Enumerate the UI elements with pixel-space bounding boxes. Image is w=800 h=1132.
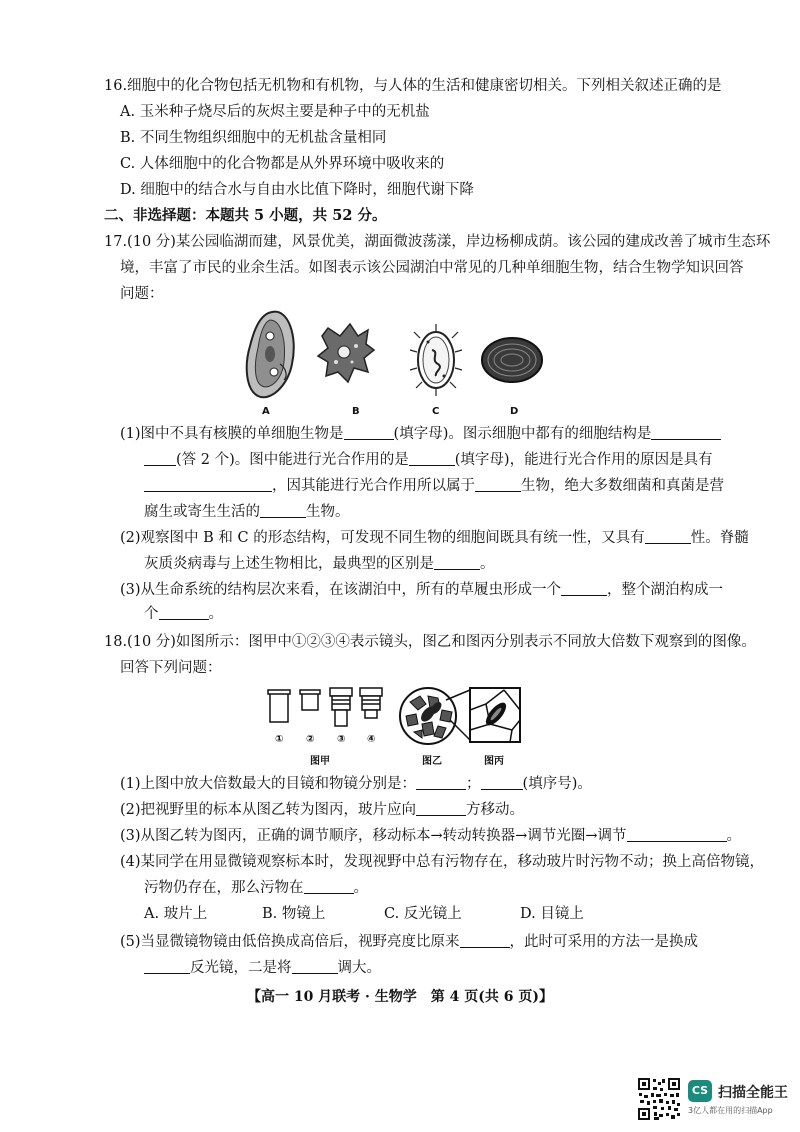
figure-caption-yi: 图乙	[422, 756, 442, 767]
answer-blank	[292, 958, 338, 974]
answer-blank	[434, 554, 480, 570]
organism-a-paramecium	[247, 312, 294, 398]
lens-2-icon	[300, 690, 320, 710]
q18-part4-option-b: B. 物镜上	[262, 906, 326, 922]
q17-stem-line1: 17.(10 分)某公园临湖而建，风景优美，湖面微波荡漾，岸边杨柳成荫。该公园的建成改善了城市生态环	[104, 234, 771, 250]
q17-part3-line1: (3)从生命系统的结构层次来看，在该湖泊中，所有的草履虫形成一个 ，整个湖泊构成一	[120, 582, 724, 598]
organism-d-alga	[482, 338, 542, 382]
lens-3-icon	[330, 688, 352, 726]
q17-part1-line1: (1)图中不具有核膜的单细胞生物是 (填字母)。图示细胞中都有的细胞结构是	[120, 424, 721, 444]
answer-blank	[304, 878, 354, 894]
microscope-figure	[264, 680, 534, 750]
lens-number-1: ①	[275, 734, 284, 745]
answer-blank	[460, 932, 510, 948]
q18-part4-line1: (4)某同学在用显微镜观察标本时，发现视野中总有污物存在，移动玻片时污物不动；换上高倍物镜，	[120, 854, 765, 870]
brand-name: 扫描全能王	[718, 1085, 788, 1101]
q18-part5-line1: (5)当显微镜物镜由低倍换成高倍后，视野亮度比原来 ，此时可采用的方法一是换成	[120, 934, 699, 950]
q17-part2-line1: (2)观察图中 B 和 C 的形态结构，可发现不同生物的细胞间既具有统一性，又具有 性。脊髓	[120, 530, 749, 546]
answer-blank	[344, 424, 394, 440]
lens-number-3: ③	[337, 734, 346, 745]
answer-blank	[144, 958, 190, 974]
answer-blank	[475, 476, 521, 492]
organism-c-bacterium	[410, 324, 462, 396]
qr-code-icon	[637, 1077, 681, 1121]
q17-part2-line2: 灰质炎病毒与上述生物相比，最典型的区别是 。	[144, 556, 495, 572]
q18-stem-line1: 18.(10 分)如图所示：图甲中①②③④表示镜头，图乙和图丙分别表示不同放大倍数下观察到的图像。	[104, 634, 756, 650]
q18-part1: (1)上图中放大倍数最大的目镜和物镜分别是： ； (填序号)。	[120, 776, 592, 792]
q17-part1-line4: 腐生或寄生生活的 生物。	[144, 504, 350, 520]
answer-blank	[144, 450, 176, 466]
q18-part3: (3)从图乙转为图丙，正确的调节顺序，移动标本→转动转换器→调节光圈→调节 。	[120, 828, 741, 844]
organism-label-b: B	[352, 406, 360, 417]
answer-blank	[645, 528, 691, 544]
answer-blank	[409, 450, 455, 466]
field-view-bing	[470, 688, 520, 742]
page-footer: 【高一 10 月联考 · 生物学 第 4 页(共 6 页)】	[246, 989, 554, 1005]
answer-blank	[481, 774, 523, 790]
q16-option-c: C. 人体细胞中的化合物都是从外界环境中吸收来的	[120, 156, 445, 172]
organism-b-amoeba	[318, 324, 374, 382]
q18-part5-line2: 反光镜，二是将 调大。	[144, 958, 381, 978]
brand-tagline: 3亿人都在用的扫描App	[688, 1106, 773, 1115]
q17-stem-line2: 境，丰富了市民的业余生活。如图表示该公园湖泊中常见的几种单细胞生物，结合生物学知识回答	[120, 260, 744, 276]
q17-part3-line2: 个 。	[144, 606, 223, 622]
organism-label-c: C	[432, 406, 440, 417]
field-view-yi	[400, 688, 470, 744]
organism-label-d: D	[510, 406, 519, 417]
q18-stem-line2: 回答下列问题：	[120, 660, 222, 676]
answer-blank	[416, 800, 466, 816]
answer-blank	[260, 502, 306, 518]
q17-part1-line3: ，因其能进行光合作用所以属于 生物，绝大多数细菌和真菌是营	[144, 476, 724, 496]
q18-part4-option-d: D. 目镜上	[520, 906, 584, 922]
lens-1-icon	[268, 690, 290, 722]
q18-part2: (2)把视野里的标本从图乙转为图丙，玻片应向 方移动。	[120, 802, 525, 818]
q16-option-b: B. 不同生物组织细胞中的无机盐含量相同	[120, 130, 387, 146]
q18-part4-option-c: C. 反光镜上	[384, 906, 462, 922]
organisms-figure	[240, 306, 560, 406]
answer-blank	[651, 424, 721, 440]
figure-caption-jia: 图甲	[310, 756, 330, 767]
answer-blank	[144, 476, 272, 492]
answer-blank	[561, 580, 607, 596]
q17-part1-line2: (答 2 个)。图中能进行光合作用的是 (填字母)，能进行光合作用的原因是具有	[144, 450, 713, 470]
answer-blank	[159, 604, 209, 620]
answer-blank	[416, 774, 466, 790]
q16-option-a: A. 玉米种子烧尽后的灰烬主要是种子中的无机盐	[120, 104, 430, 120]
q16-option-d: D. 细胞中的结合水与自由水比值下降时，细胞代谢下降	[120, 182, 474, 198]
q16-stem: 16.细胞中的化合物包括无机物和有机物，与人体的生活和健康密切相关。下列相关叙述正确的是	[104, 78, 722, 94]
q18-part4-line2: 污物仍存在，那么污物在 。	[144, 880, 368, 896]
section-heading: 二、非选择题：本题共 5 小题，共 52 分。	[104, 207, 387, 224]
organism-label-a: A	[262, 406, 270, 417]
answer-blank	[627, 826, 727, 842]
lens-number-2: ②	[306, 734, 315, 745]
figure-caption-bing: 图丙	[484, 756, 504, 767]
lens-4-icon	[360, 688, 382, 718]
camscanner-logo-icon: CS	[688, 1080, 712, 1102]
lens-number-4: ④	[367, 734, 376, 745]
q18-part4-option-a: A. 玻片上	[144, 906, 208, 922]
q17-stem-line3: 问题：	[120, 286, 164, 302]
